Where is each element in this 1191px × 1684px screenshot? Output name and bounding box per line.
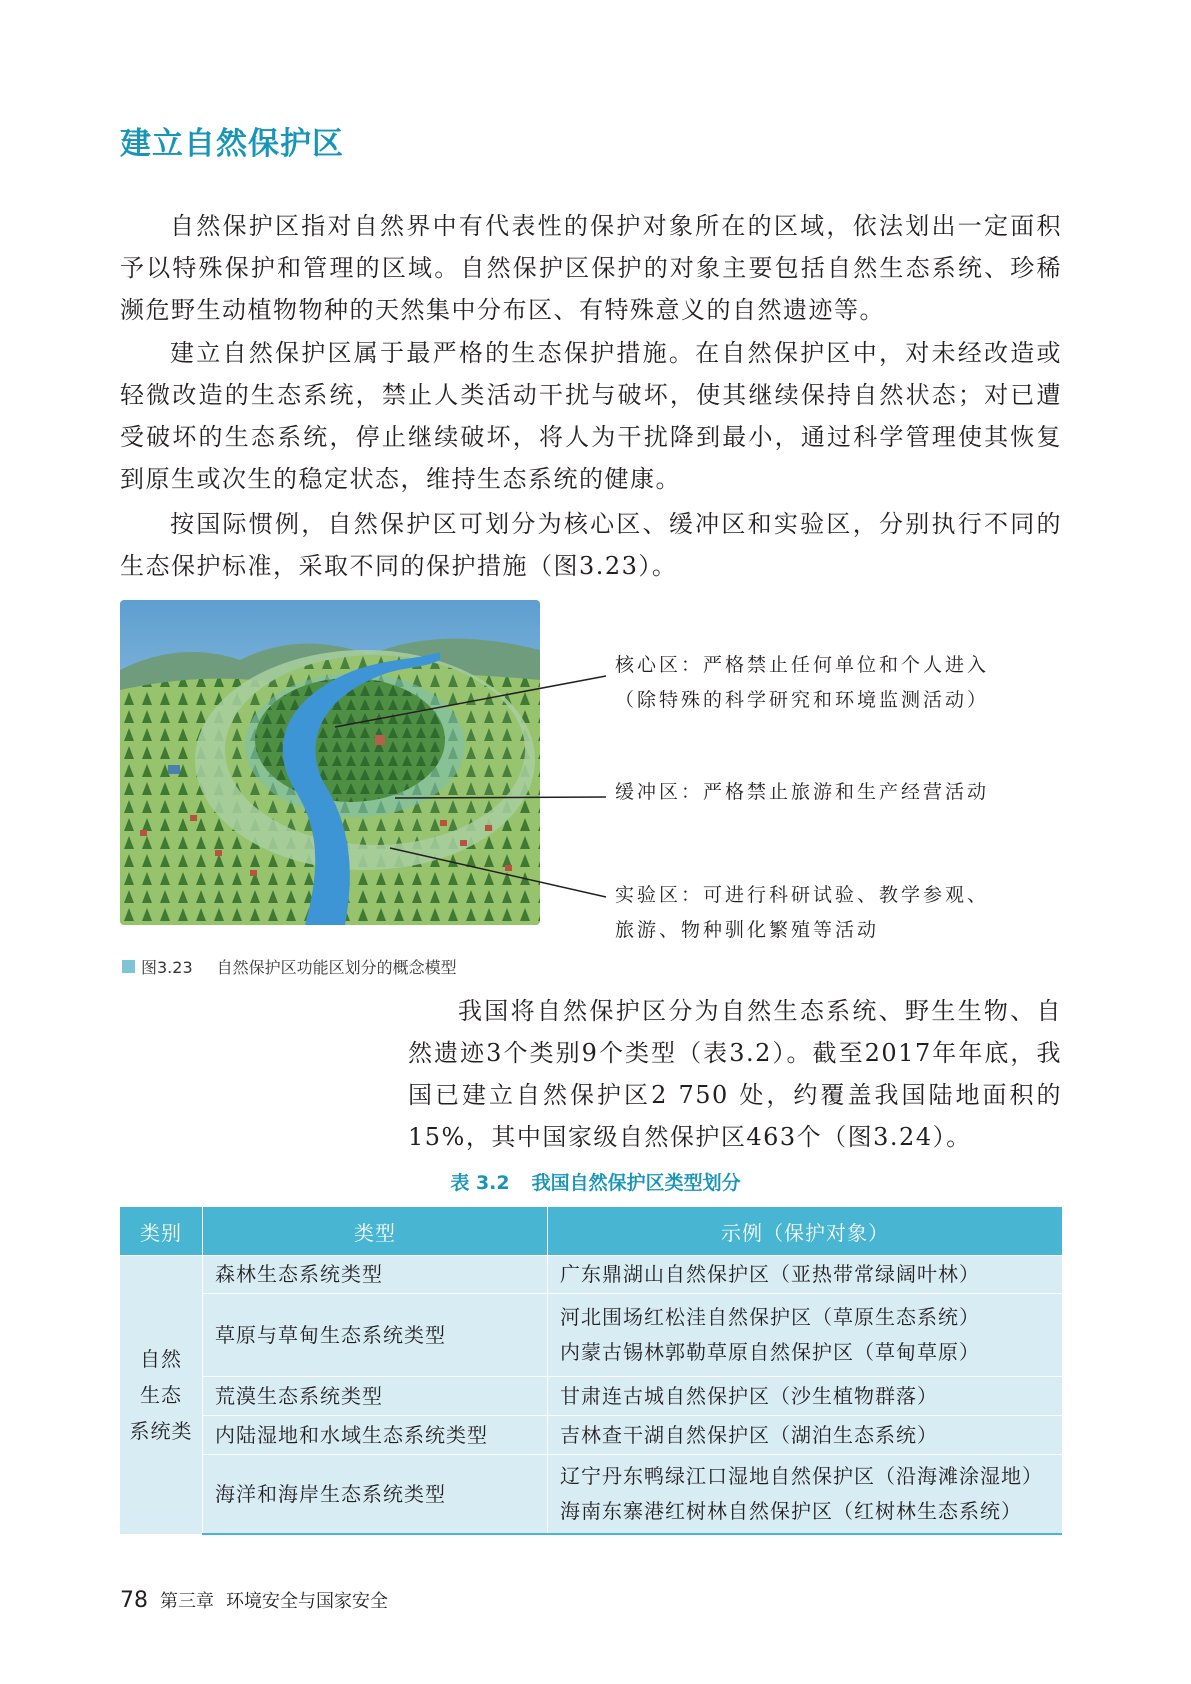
callout-buffer-text: 缓冲区：严格禁止旅游和生产经营活动 [615, 781, 990, 803]
table-row [120, 1294, 1062, 1377]
chapter-number: 第三章 [160, 1591, 214, 1612]
example-line: 吉林查干湖自然保护区（湖泊生态系统） [560, 1422, 938, 1447]
header-category: 类别 [120, 1207, 203, 1256]
table-row [120, 1256, 1062, 1294]
table-row [120, 1455, 1062, 1535]
paragraph-definition: 自然保护区指对自然界中有代表性的保护对象所在的区域，依法划出一定面积予以特殊保护和管理的区域。自然保护区保护的对象主要包括自然生态系统、珍稀濒危野生动植物物种的天然集中分布区、有特殊意义的自然遗迹等。 [120, 212, 1062, 324]
example-cell [548, 1294, 1063, 1377]
example-line: 辽宁丹东鸭绿江口湿地自然保护区（沿海滩涂湿地） [560, 1464, 1043, 1488]
figure-caption-label: 图3.23 [141, 958, 193, 977]
type-cell: 草原与草甸生态系统类型 [203, 1294, 548, 1377]
example-cell [548, 1377, 1063, 1416]
figure-caption-text: 自然保护区功能区划分的概念模型 [216, 958, 457, 977]
page-footer [120, 1587, 388, 1613]
paragraph-measures: 建立自然保护区属于最严格的生态保护措施。在自然保护区中，对未经改造或轻微改造的生态系统，禁止人类活动干扰与破坏，使其继续保持自然状态；对已遭受破坏的生态系统，停止继续破坏，将人为干扰降到最小，通过科学管理使其恢复到原生或次生的稳定状态，维持生态系统的健康。 [120, 339, 1062, 493]
chapter-title: 环境安全与国家安全 [226, 1591, 388, 1612]
reserve-types-table [120, 1207, 1062, 1535]
category-line: 生态 [140, 1383, 182, 1407]
example-cell [548, 1256, 1063, 1294]
callout-core-line2: （除特殊的科学研究和环境监测活动） [615, 689, 990, 711]
category-line: 自然 [140, 1347, 182, 1371]
paragraph-statistics: 我国将自然保护区分为自然生态系统、野生生物、自然遗迹3个类别9个类型（表3.2）。截至2017年年底，我国已建立自然保护区2 750 处，约覆盖我国陆地面积的15%，其中国家级自然保护区463个（图3.24）。 [408, 997, 1062, 1151]
section-heading: 建立自然保护区 [120, 126, 344, 162]
example-line: 海南东寨港红树林自然保护区（红树林生态系统） [560, 1499, 1022, 1523]
table-title-text: 我国自然保护区类型划分 [531, 1172, 741, 1194]
caption-marker-icon [122, 960, 135, 973]
paragraph-zoning: 按国际惯例，自然保护区可划分为核心区、缓冲区和实验区，分别执行不同的生态保护标准，采取不同的保护措施（图3.23）。 [120, 510, 1062, 580]
nature-reserve-illustration [120, 600, 540, 925]
type-cell: 荒漠生态系统类型 [203, 1377, 548, 1416]
header-type: 类型 [203, 1207, 548, 1256]
example-cell [548, 1455, 1063, 1535]
table-label: 表 3.2 [450, 1172, 510, 1194]
example-line: 广东鼎湖山自然保护区（亚热带常绿阔叶林） [560, 1262, 980, 1286]
table-header-row [120, 1207, 1062, 1256]
type-cell: 内陆湿地和水域生态系统类型 [203, 1416, 548, 1455]
callout-buffer-zone [615, 775, 989, 810]
type-cell: 森林生态系统类型 [203, 1256, 548, 1294]
callout-experimental-line2: 旅游、物种驯化繁殖等活动 [615, 919, 880, 941]
type-cell: 海洋和海岸生态系统类型 [203, 1455, 548, 1535]
table-row [120, 1416, 1062, 1455]
table-row [120, 1377, 1062, 1416]
category-cell [120, 1256, 203, 1535]
header-examples: 示例（保护对象） [548, 1207, 1063, 1256]
example-line: 河北围场红松洼自然保护区（草原生态系统） [560, 1305, 980, 1329]
example-cell [548, 1416, 1063, 1455]
page-number: 78 [120, 1588, 148, 1613]
figure-caption [122, 955, 457, 978]
example-line: 内蒙古锡林郭勒草原自然保护区（草甸草原） [560, 1340, 980, 1364]
callout-core-line1: 核心区：严格禁止任何单位和个人进入 [615, 654, 990, 676]
callout-experimental-line1: 实验区：可进行科研试验、教学参观、 [615, 884, 990, 906]
table-title [0, 1168, 1191, 1195]
example-line: 甘肃连古城自然保护区（沙生植物群落） [560, 1383, 938, 1408]
callout-experimental-zone [615, 878, 989, 948]
category-line: 系统类 [129, 1419, 193, 1443]
callout-core-zone [615, 648, 989, 718]
